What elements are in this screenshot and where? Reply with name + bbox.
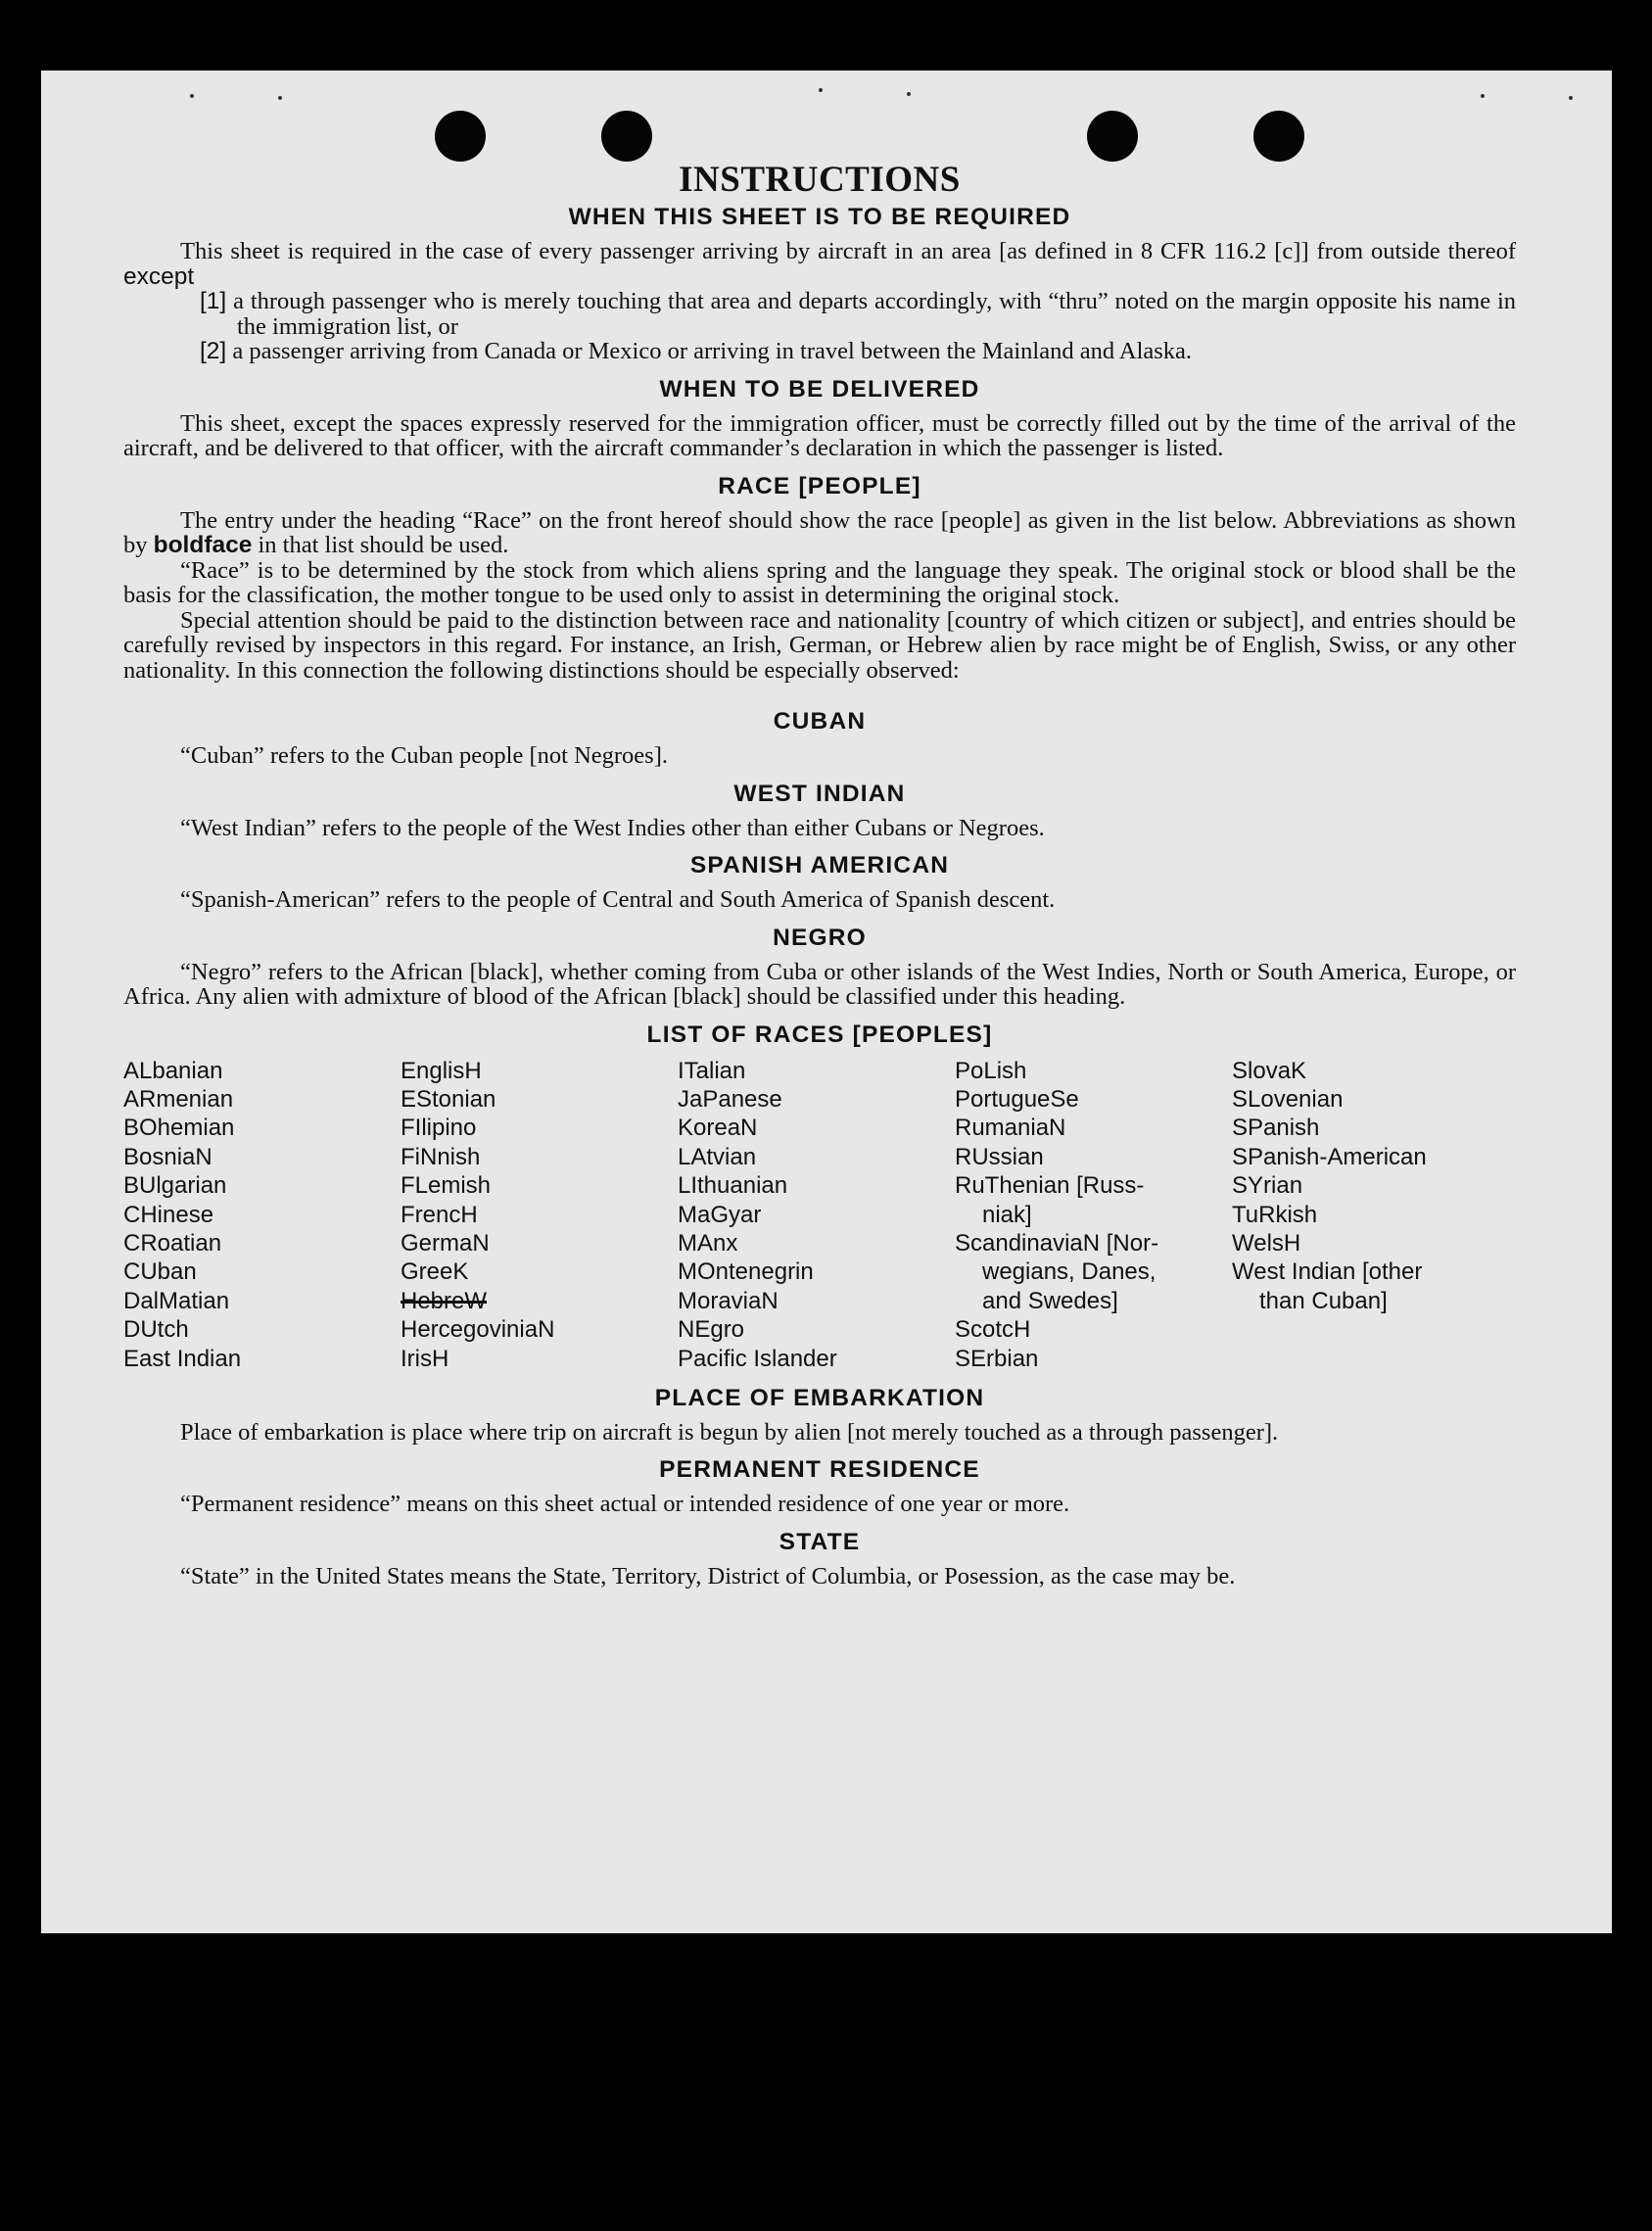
heading-required: WHEN THIS SHEET IS TO BE REQUIRED (568, 204, 1071, 230)
list-item-continued: wegians, Danes, (982, 1258, 1156, 1286)
races-column-2 (401, 1057, 678, 1373)
list-item: ITalian (678, 1057, 746, 1084)
list-item: GermaN (401, 1229, 490, 1257)
list-item: ARmenian (123, 1085, 234, 1113)
list-item: SYrian (1232, 1172, 1303, 1200)
list-item: CRoatian (123, 1229, 222, 1257)
heading-spanish-american: SPANISH AMERICAN (689, 852, 950, 878)
list-item: East Indian (123, 1345, 242, 1372)
race-paragraph-1: The entry under the heading “Race” on the front hereof should show the race [people] as given in the list below. Abbreviations as shown by boldface in that list should be used. (123, 506, 1516, 558)
required-item-2: [2] a passenger arriving from Canada or Mexico or arriving in travel between the Mainland and Alaska. (200, 338, 1193, 364)
list-item: Pacific Islander (678, 1345, 837, 1372)
list-item: NEgro (678, 1316, 745, 1344)
list-item: ALbanian (123, 1057, 223, 1084)
speck (1569, 96, 1573, 100)
list-item: DalMatian (123, 1287, 230, 1314)
list-item-continued: niak] (982, 1201, 1032, 1228)
heading-delivered: WHEN TO BE DELIVERED (659, 375, 980, 403)
state-text: “State” in the United States means the State, Territory, District of Columbia, or Posession, as the case may be. (180, 1562, 1236, 1590)
heading-embarkation: PLACE OF EMBARKATION (654, 1384, 985, 1411)
residence-text: “Permanent residence” means on this sheet actual or intended residence of one year or more. (180, 1491, 1070, 1518)
west-indian-text: “West Indian” refers to the people of the West Indies other than either Cubans or Negroes. (180, 814, 1045, 841)
list-item: SPanish (1232, 1115, 1320, 1142)
cuban-text: “Cuban” refers to the Cuban people [not Negroes]. (180, 742, 668, 769)
list-item: IrisH (401, 1345, 449, 1372)
list-item-continued: than Cuban] (1259, 1287, 1388, 1314)
list-item: LAtvian (678, 1143, 757, 1170)
list-item: LIthuanian (678, 1172, 788, 1200)
punch-hole (1087, 111, 1138, 162)
list-item: KoreaN (678, 1115, 758, 1142)
speck (190, 94, 194, 98)
race-paragraph-3: Special attention should be paid to the distinction between race and nationality [country of which citizen or subject], and entries should be carefully revised by inspectors in this regard. For instance, an Irish, German, or Hebrew alien by race might be of English, Swiss, or any other nationality. In this connection the following distinctions should be especially observed: (123, 606, 1516, 684)
list-item: SPanish-American (1232, 1143, 1427, 1170)
list-item: SErbian (955, 1345, 1039, 1372)
spanish-american-text: “Spanish-American” refers to the people of Central and South America of Spanish descent. (180, 886, 1056, 913)
races-column-3 (678, 1057, 955, 1373)
list-item-continued: and Swedes] (982, 1287, 1118, 1314)
punch-hole (435, 111, 486, 162)
speck (819, 88, 823, 92)
punch-hole (601, 111, 652, 162)
list-item: FrencH (401, 1201, 478, 1228)
punch-hole (1253, 111, 1304, 162)
list-item: BosniaN (123, 1143, 212, 1170)
page-title: INSTRUCTIONS (679, 160, 961, 200)
list-item: JaPanese (678, 1085, 782, 1113)
required-intro: This sheet is required in the case of every passenger arriving by aircraft in an area [as defined in 8 CFR 116.2 [c]] from outside thereof except (123, 238, 1516, 290)
list-item: MOntenegrin (678, 1258, 814, 1286)
required-item-1: [1] a through passenger who is merely touching that area and departs accordingly, with “thru” noted on the margin opposite his name in the immigration list, or (200, 288, 1517, 340)
list-item: EnglisH (401, 1057, 482, 1084)
races-column-5 (1232, 1057, 1516, 1373)
speck (907, 92, 911, 96)
list-item: ScotcH (955, 1316, 1031, 1344)
list-item: MoraviaN (678, 1287, 779, 1314)
list-item: HercegoviniaN (401, 1316, 555, 1344)
heading-negro: NEGRO (773, 924, 867, 951)
list-item: FiNnish (401, 1143, 481, 1170)
heading-cuban: CUBAN (773, 708, 867, 735)
list-item: RUssian (955, 1143, 1044, 1170)
document-sheet (41, 71, 1612, 1933)
list-item: DUtch (123, 1316, 189, 1344)
list-item: RuThenian [Russ- (955, 1172, 1145, 1200)
races-list (123, 1057, 1516, 1373)
list-item: PortugueSe (955, 1085, 1079, 1113)
list-item: MaGyar (678, 1201, 762, 1228)
list-item: BUlgarian (123, 1172, 227, 1200)
list-item: EStonian (401, 1085, 496, 1113)
heading-race: RACE [PEOPLE] (718, 472, 921, 499)
heading-west-indian: WEST INDIAN (733, 780, 906, 807)
speck (1481, 94, 1485, 98)
list-item: SlovaK (1232, 1057, 1307, 1084)
list-item: MAnx (678, 1229, 738, 1257)
list-item-struck: HebreW (401, 1287, 488, 1314)
list-item: TuRkish (1232, 1201, 1318, 1228)
heading-state: STATE (779, 1528, 861, 1555)
races-column-4 (955, 1057, 1232, 1373)
race-paragraph-2: “Race” is to be determined by the stock from which aliens spring and the language they speak. The original stock or blood shall be the basis for the classification, the mother tongue to be used only to assist in determining the original stock. (123, 556, 1516, 608)
negro-text: “Negro” refers to the African [black], whether coming from Cuba or other islands of the West Indies, North or South America, Europe, or Africa. Any alien with admixture of blood of the African [black] should be classified under this heading. (123, 958, 1516, 1010)
list-item: CHinese (123, 1201, 214, 1228)
delivered-text: This sheet, except the spaces expressly reserved for the immigration officer, must be correctly filled out by the time of the arrival of the aircraft, and be delivered to that officer, with the aircraft commander’s declaration in which the passenger is listed. (123, 409, 1516, 461)
races-column-1 (123, 1057, 401, 1373)
list-item: GreeK (401, 1258, 469, 1286)
list-item: WelsH (1232, 1229, 1301, 1257)
list-item: PoLish (955, 1057, 1027, 1084)
speck (278, 96, 282, 100)
heading-list-of-races: LIST OF RACES [PEOPLES] (646, 1021, 993, 1048)
list-item: FIlipino (401, 1115, 477, 1142)
list-item: SLovenian (1232, 1085, 1344, 1113)
list-item: ScandinaviaN [Nor- (955, 1229, 1159, 1257)
heading-residence: PERMANENT RESIDENCE (659, 1456, 980, 1484)
embarkation-text: Place of embarkation is place where trip on aircraft is begun by alien [not merely touched as a through passenger]. (180, 1418, 1279, 1446)
list-item: BOhemian (123, 1115, 235, 1142)
instructions-content (123, 161, 1516, 1589)
list-item: West Indian [other (1232, 1258, 1423, 1286)
list-item: CUban (123, 1258, 197, 1286)
list-item: FLemish (401, 1172, 492, 1200)
list-item: RumaniaN (955, 1115, 1066, 1142)
